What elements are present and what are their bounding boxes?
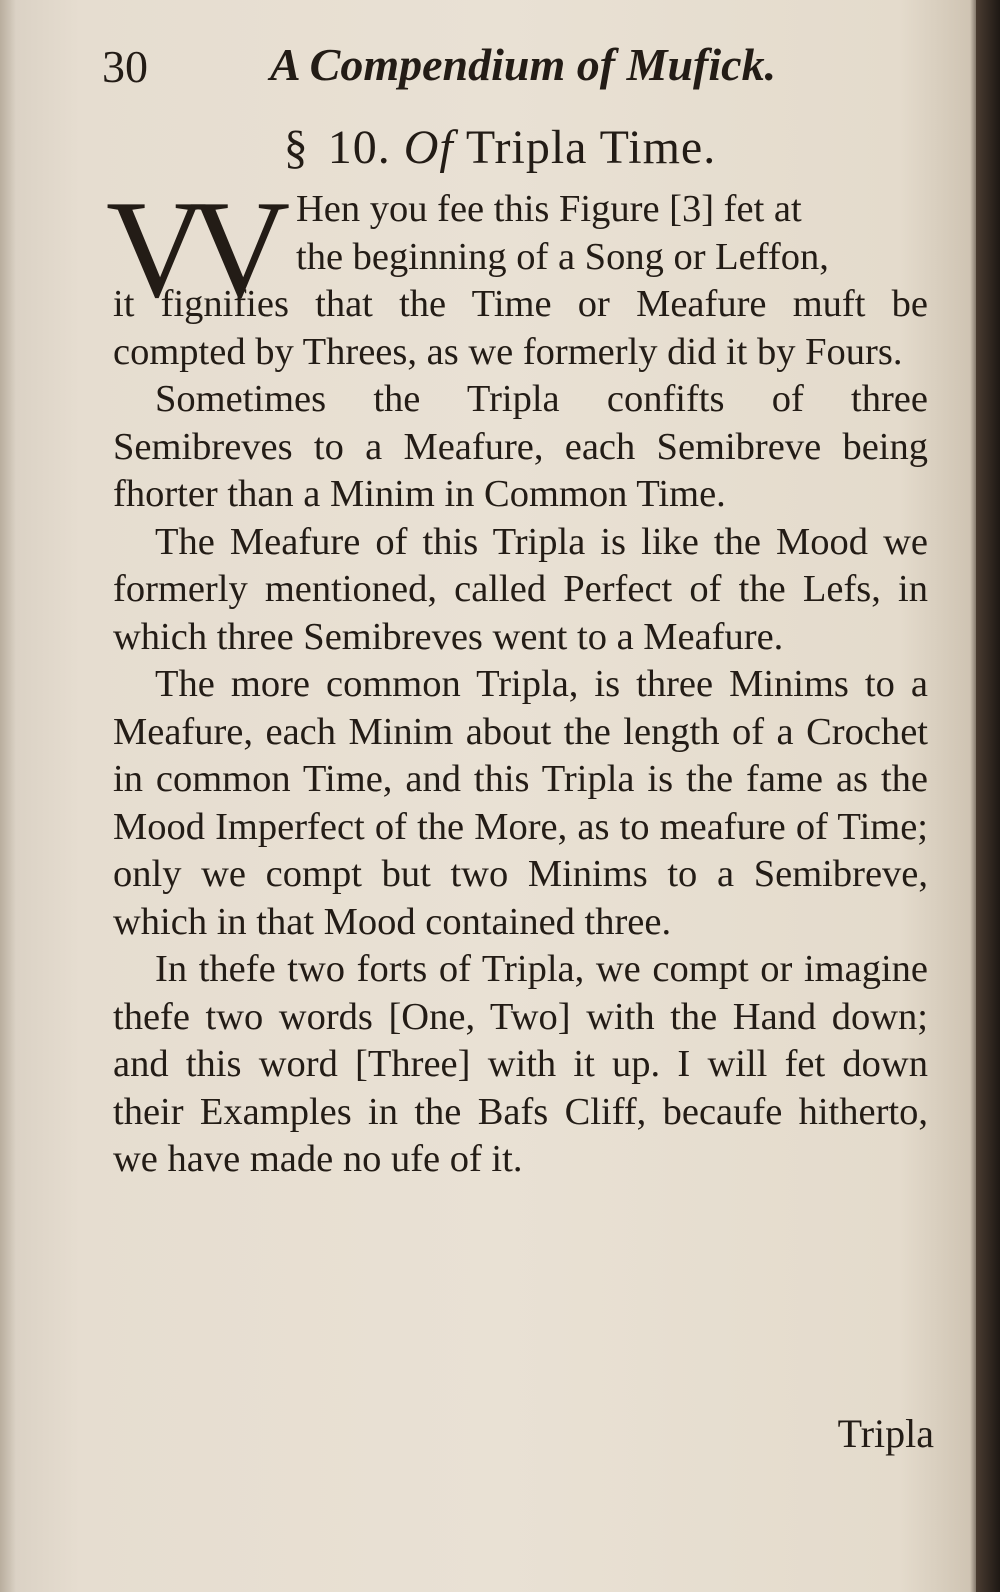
drop-cap: VV xyxy=(106,172,273,327)
paragraph-1-line-2: the beginning of a Song or Leffon, xyxy=(296,235,829,278)
section-title: Tripla Time. xyxy=(465,121,717,174)
running-title: A Compendium of Mufick. xyxy=(270,39,777,90)
section-heading xyxy=(0,120,1000,175)
paragraph-3: The Meafure of this Tripla is like the Mood we formerly mentioned, called Perfect of the Lefs, in which three Semibreves went to a Meafure. xyxy=(113,520,928,658)
catchword: Tripla xyxy=(837,1411,934,1456)
paragraph-5: In thefe two forts of Tripla, we compt or imagine thefe two words [One, Two] with the Hand down; and this word [Three] with it up. I will fet down their Examples in the Bafs Cliff, becaufe hitherto, we have made no ufe of it. xyxy=(113,948,928,1180)
section-title-italic: Of xyxy=(403,121,454,174)
body-text xyxy=(113,186,928,1184)
paragraph-1-rest: it fignifies that the Time or Meafure muft be compted by Threes, as we formerly did it by Fours. xyxy=(113,283,928,373)
paragraph-2: Sometimes the Tripla confifts of three Semibreves to a Meafure, each Semibreve being fhorter than a Minim in Common Time. xyxy=(113,378,928,515)
page-header xyxy=(100,36,920,96)
section-number: 10. xyxy=(327,121,391,174)
section-symbol: § xyxy=(283,121,309,174)
page-number: 30 xyxy=(102,41,148,92)
binding-edge xyxy=(976,0,1000,1592)
paragraph-4: The more common Tripla, is three Minims to a Meafure, each Minim about the length of a Crochet in common Time, and this Tripla is the fame as the Mood Imperfect of the More, as to meafure of Time; only we compt but two Minims to a Semibreve, which in that Mood contained three. xyxy=(113,663,928,943)
page-gutter-shadow xyxy=(0,0,16,1592)
paragraph-1-line-1: Hen you fee this Figure [3] fet at xyxy=(296,188,802,230)
